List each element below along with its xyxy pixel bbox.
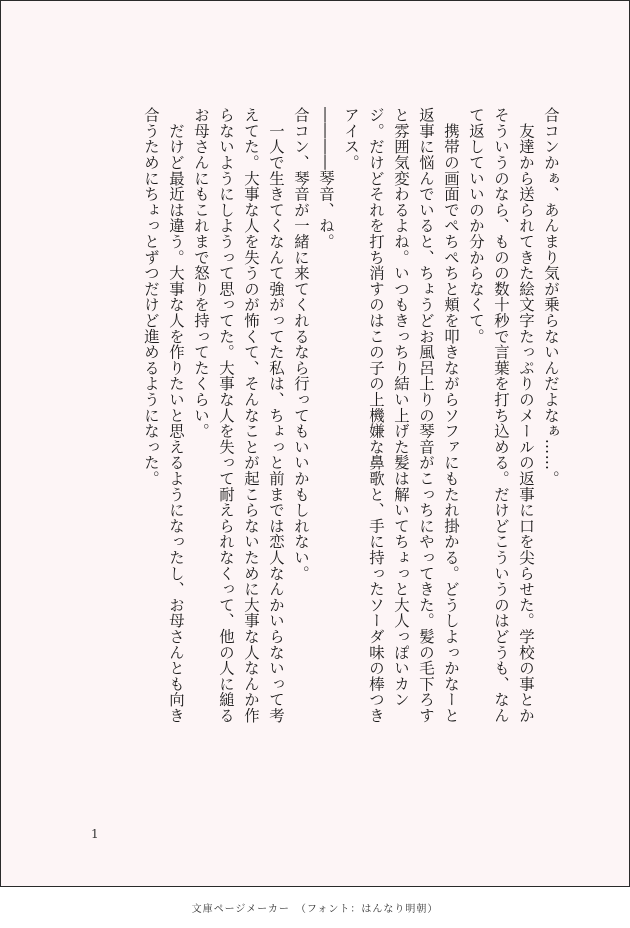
text-line: て返していいのか分からなくて。 xyxy=(467,107,485,344)
text-line: 合コン、琴音が一緒に来てくれるなら行ってもいいかもしれない。 xyxy=(292,107,310,581)
text-line: ジ。だけどそれを打ち消すのはこの子の上機嫌な鼻歌と、手に持ったソーダ味の棒つき xyxy=(367,107,385,724)
vertical-text-body xyxy=(138,107,563,827)
text-line: アイス。 xyxy=(342,107,360,171)
page-number: 1 xyxy=(91,827,99,841)
text-line: らないようにしようって思ってた。大事な人を失って耐えられなくって、他の人に縋る xyxy=(217,107,235,724)
text-line: 返事に悩んでいると、ちょうどお風呂上りの琴音がこっちにやってきた。髪の毛下ろす xyxy=(417,107,435,724)
text-line: 合コンかぁ、あんまり気が乗らないんだよなぁ……。 xyxy=(542,107,560,487)
footer-credit: 文庫ページメーカー （フォント：はんなり明朝） xyxy=(191,904,439,915)
text-line: 友達から送られてきた絵文字たっぷりのメールの返事に口を尖らせた。学校の事とか xyxy=(517,107,535,724)
text-line: そういうのなら、ものの数十秒で言葉を打ち込める。だけどこういうのはどうも、なん xyxy=(492,107,510,724)
text-line: 一人で生きてくなんて強がってた私は、ちょっと前までは恋人なんかいらないって考 xyxy=(267,107,285,724)
text-line: 合うためにちょっとずつだけど進めるようになった。 xyxy=(142,107,160,487)
text-line: と雰囲気変わるよね。いつもきっちり結い上げた髪は解いてちょっと大人っぽいカン xyxy=(392,107,410,708)
text-line: えてた。大事な人を失うのが怖くて、そんなことが起こらないために大事な人なんか作 xyxy=(242,107,260,724)
text-line: ――――琴音、ね。 xyxy=(317,107,335,250)
text-line: 携帯の画面でぺちぺちと頬を叩きながらソファにもたれ掛かる。どうしよっかなーと xyxy=(442,107,460,724)
text-line: だけど最近は違う。大事な人を作りたいと思えるようになったし、お母さんとも向き xyxy=(167,107,185,724)
text-line: お母さんにもこれまで怒りを持ってたくらい。 xyxy=(192,107,210,439)
